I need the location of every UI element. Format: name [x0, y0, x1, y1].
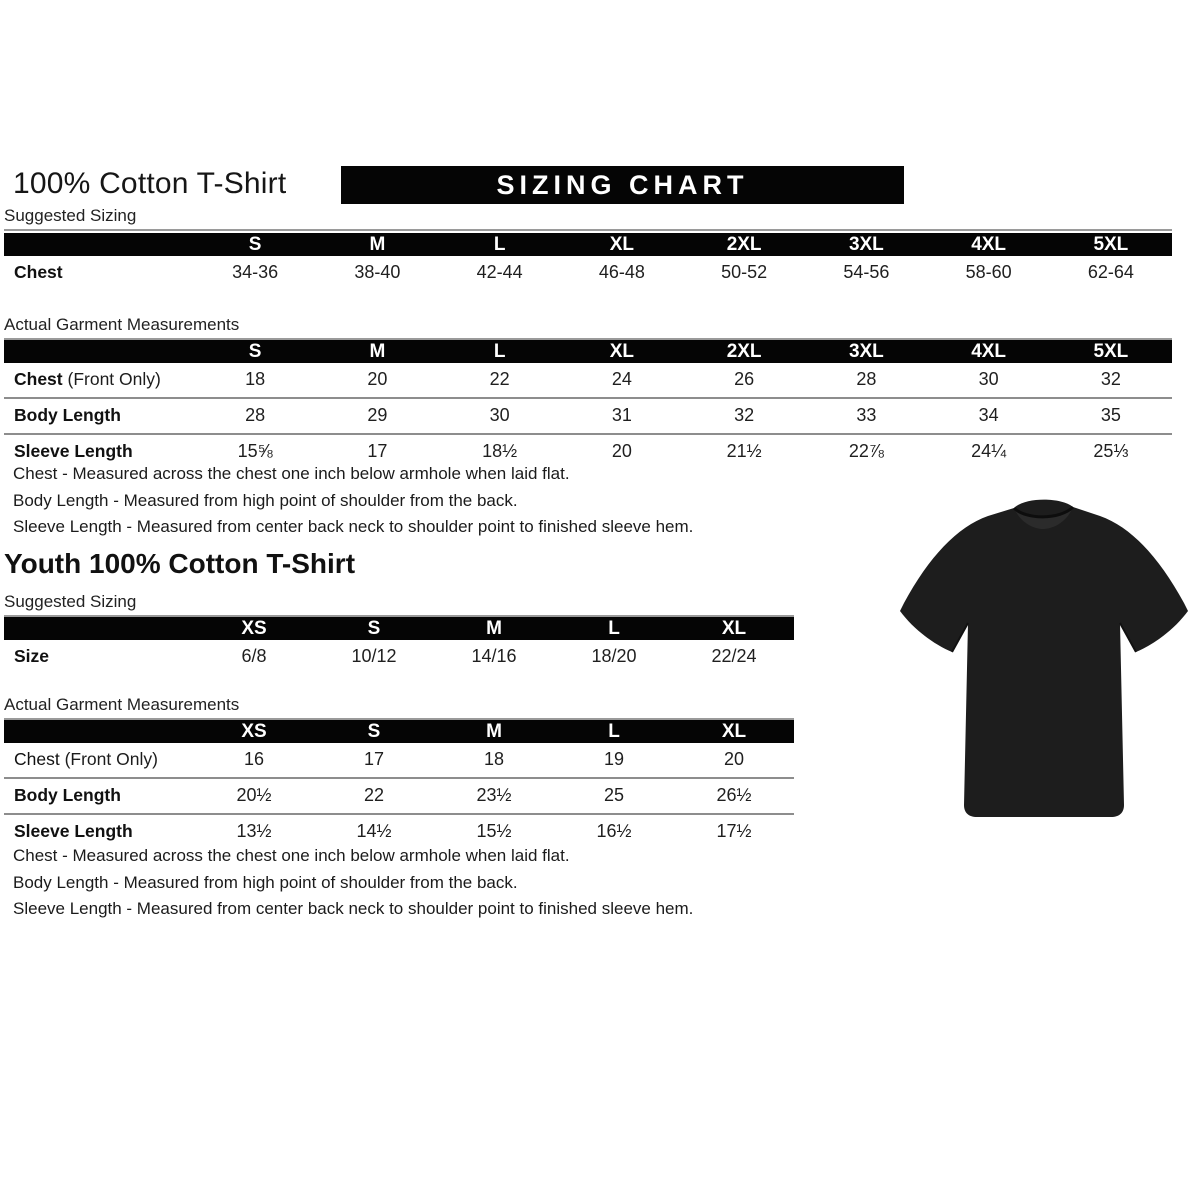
table-cell: 17 — [316, 433, 438, 469]
table-row — [4, 777, 794, 813]
table-cell: 16½ — [554, 813, 674, 849]
table-cell: 18/20 — [591, 646, 637, 666]
row-label: Chest (Front Only) — [14, 749, 158, 769]
header-row — [4, 340, 1172, 363]
row-label: Sleeve Length — [4, 813, 194, 849]
table-cell: 24¼ — [928, 433, 1050, 469]
section-label-actual-measurements-adult: Actual Garment Measurements — [4, 315, 1172, 340]
note-sleeve-length: Sleeve Length - Measured from center back neck to shoulder point to finished sleeve hem. — [13, 899, 694, 918]
row-label: Chest (Front Only) — [14, 369, 161, 389]
table-cell: 20 — [561, 433, 683, 469]
table-cell: 13½ — [194, 813, 314, 849]
column-header-xl: XL — [674, 617, 794, 640]
table-row — [4, 640, 794, 674]
table-cell: 23½ — [434, 777, 554, 813]
table-cell: 22 — [314, 777, 434, 813]
table-corner-cell — [4, 233, 194, 256]
table-cell: 58-60 — [965, 262, 1012, 282]
table-corner-cell — [4, 617, 194, 640]
column-header-3xl: 3XL — [805, 233, 927, 256]
table-cell: 35 — [1050, 397, 1172, 433]
youth-section-title: Youth 100% Cotton T-Shirt — [4, 548, 356, 579]
table-cell: 18 — [245, 369, 266, 389]
table-cell: 32 — [683, 397, 805, 433]
table-cell: 20 — [367, 369, 388, 389]
column-header-m: M — [316, 340, 438, 363]
table-cell: 31 — [561, 397, 683, 433]
table-cell: 33 — [805, 397, 927, 433]
table-cell: 18 — [483, 749, 505, 769]
adult-actual-measurements-table — [4, 340, 1172, 469]
column-header-5xl: 5XL — [1050, 340, 1172, 363]
column-header-3xl: 3XL — [805, 340, 927, 363]
table-cell: 6/8 — [241, 646, 267, 666]
note-sleeve-length: Sleeve Length - Measured from center back neck to shoulder point to finished sleeve hem. — [13, 517, 694, 536]
note-body-length: Body Length - Measured from high point of shoulder from the back. — [13, 872, 518, 892]
column-header-l: L — [554, 720, 674, 743]
table-row — [4, 363, 1172, 397]
column-header-2xl: 2XL — [683, 340, 805, 363]
black-tshirt-graphic — [893, 487, 1193, 817]
table-cell: 21½ — [683, 433, 805, 469]
youth-suggested-sizing-table — [4, 617, 794, 674]
column-header-m: M — [434, 720, 554, 743]
header-row — [4, 720, 794, 743]
column-header-s: S — [314, 720, 434, 743]
table-cell: 30 — [978, 369, 999, 389]
table-cell: 22⅞ — [805, 433, 927, 469]
section-label-actual-measurements-youth: Actual Garment Measurements — [4, 695, 794, 720]
table-cell: 18½ — [439, 433, 561, 469]
table-cell: 16 — [243, 749, 265, 769]
column-header-xs: XS — [194, 720, 314, 743]
section-label-suggested-sizing-youth: Suggested Sizing — [4, 592, 794, 617]
column-header-m: M — [434, 617, 554, 640]
table-row — [4, 256, 1172, 290]
row-label: Sleeve Length — [4, 433, 194, 469]
header-row — [4, 233, 1172, 256]
table-cell: 38-40 — [354, 262, 401, 282]
table-cell: 26½ — [674, 777, 794, 813]
note-chest: Chest - Measured across the chest one inch below armhole when laid flat. — [13, 846, 570, 865]
table-cell: 15⅝ — [194, 433, 316, 469]
adult-suggested-sizing-table — [4, 233, 1172, 290]
column-header-5xl: 5XL — [1050, 233, 1172, 256]
table-cell: 26 — [734, 369, 755, 389]
table-cell: 34-36 — [232, 262, 279, 282]
header-row — [4, 617, 794, 640]
table-cell: 17½ — [674, 813, 794, 849]
tshirt-image — [893, 487, 1193, 817]
table-cell: 10/12 — [351, 646, 397, 666]
column-header-4xl: 4XL — [928, 340, 1050, 363]
row-label: Size — [14, 646, 50, 666]
column-header-l: L — [439, 233, 561, 256]
note-body-length: Body Length - Measured from high point of shoulder from the back. — [13, 490, 518, 510]
measurement-notes-adult — [13, 461, 693, 541]
table-cell: 30 — [439, 397, 561, 433]
column-header-s: S — [194, 233, 316, 256]
table-cell: 32 — [1100, 369, 1121, 389]
column-header-s: S — [314, 617, 434, 640]
table-cell: 22 — [489, 369, 510, 389]
table-cell: 25⅓ — [1050, 433, 1172, 469]
table-cell: 34 — [928, 397, 1050, 433]
table-cell: 62-64 — [1087, 262, 1134, 282]
table-cell: 15½ — [434, 813, 554, 849]
table-cell: 24 — [611, 369, 632, 389]
row-label: Body Length — [4, 397, 194, 433]
table-cell: 17 — [363, 749, 385, 769]
table-cell: 22/24 — [711, 646, 757, 666]
column-header-4xl: 4XL — [928, 233, 1050, 256]
table-cell: 14/16 — [471, 646, 517, 666]
table-cell: 14½ — [314, 813, 434, 849]
measurement-notes-youth — [13, 843, 693, 923]
column-header-xs: XS — [194, 617, 314, 640]
note-chest: Chest - Measured across the chest one inch below armhole when laid flat. — [13, 464, 570, 483]
column-header-l: L — [554, 617, 674, 640]
table-cell: 46-48 — [598, 262, 645, 282]
table-row — [4, 743, 794, 777]
column-header-xl: XL — [674, 720, 794, 743]
column-header-l: L — [439, 340, 561, 363]
table-cell: 28 — [194, 397, 316, 433]
column-header-s: S — [194, 340, 316, 363]
table-cell: 25 — [554, 777, 674, 813]
column-header-xl: XL — [561, 233, 683, 256]
table-cell: 54-56 — [843, 262, 890, 282]
table-cell: 28 — [856, 369, 877, 389]
row-label: Chest — [14, 262, 63, 282]
section-label-suggested-sizing-adult: Suggested Sizing — [4, 206, 1172, 231]
table-cell: 42-44 — [476, 262, 523, 282]
page-title: 100% Cotton T-Shirt — [13, 167, 287, 200]
table-row — [4, 397, 1172, 433]
table-cell: 19 — [603, 749, 625, 769]
table-cell: 50-52 — [721, 262, 768, 282]
row-label: Body Length — [4, 777, 194, 813]
table-cell: 20½ — [194, 777, 314, 813]
column-header-m: M — [316, 233, 438, 256]
table-cell: 20 — [723, 749, 745, 769]
table-cell: 29 — [316, 397, 438, 433]
column-header-2xl: 2XL — [683, 233, 805, 256]
table-corner-cell — [4, 340, 194, 363]
youth-actual-measurements-table — [4, 720, 794, 849]
sizing-chart-banner: SIZING CHART — [341, 166, 904, 204]
table-corner-cell — [4, 720, 194, 743]
column-header-xl: XL — [561, 340, 683, 363]
